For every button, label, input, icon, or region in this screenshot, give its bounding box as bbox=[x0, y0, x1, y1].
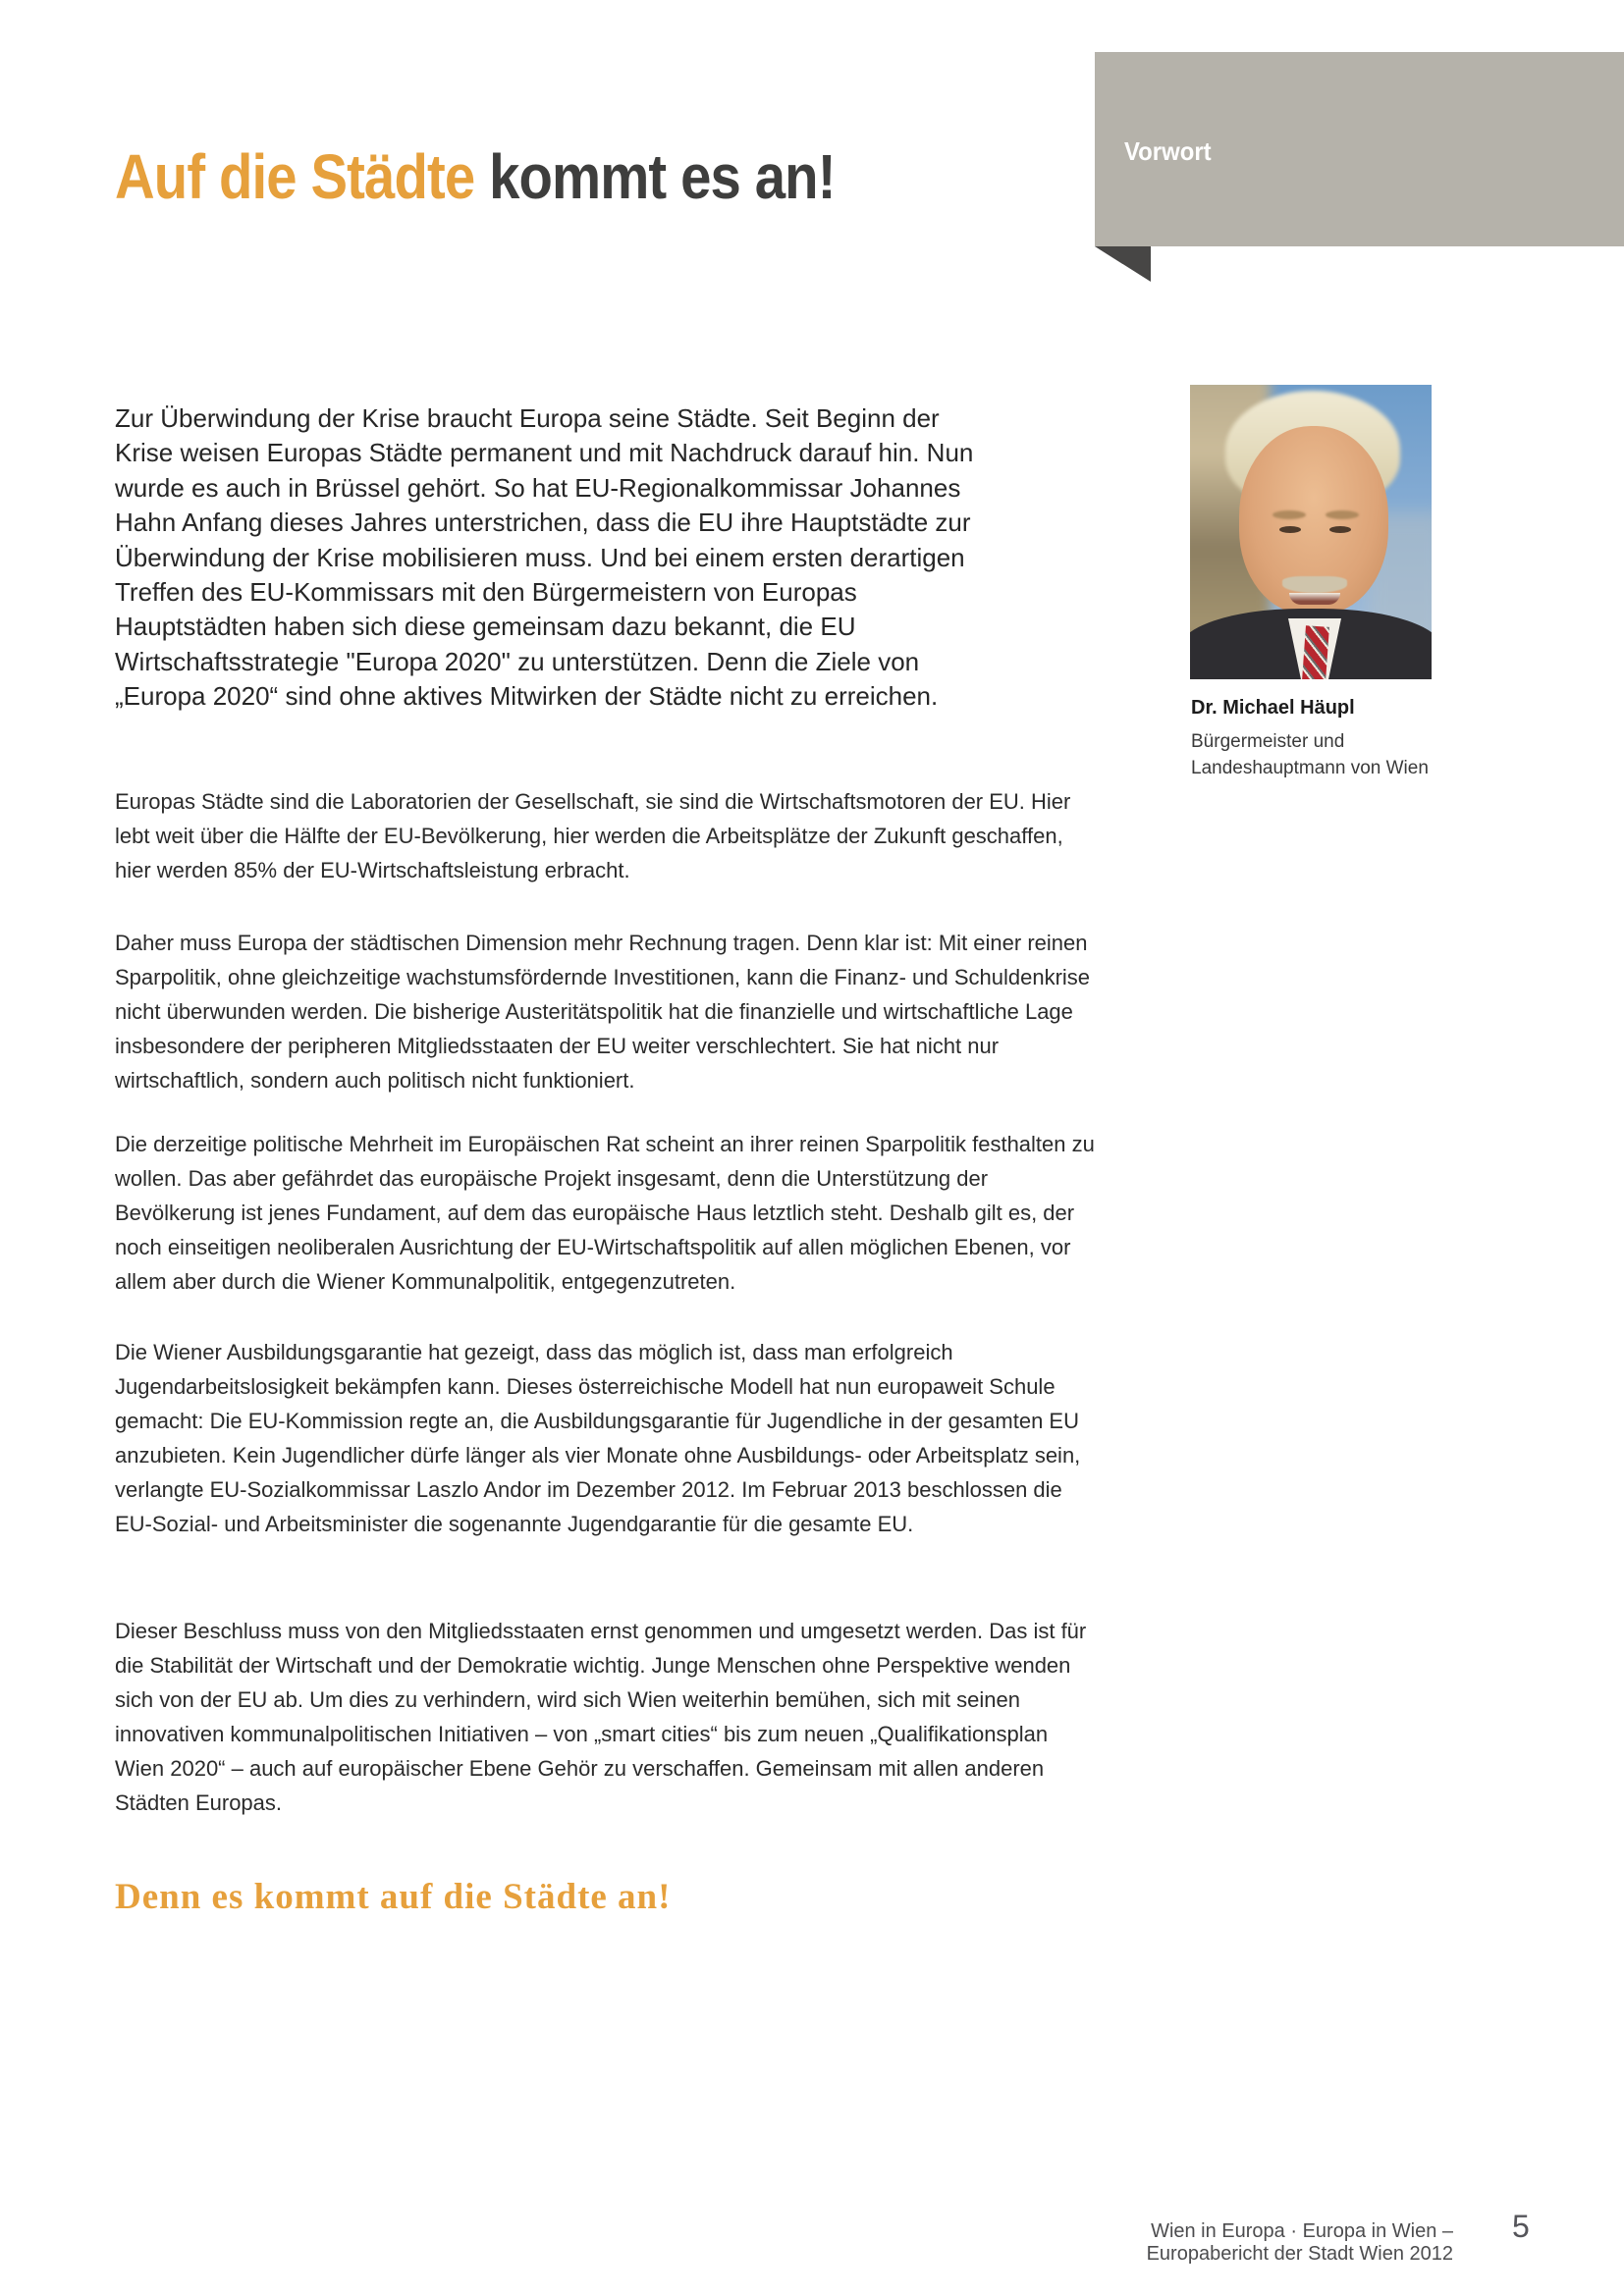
body-paragraph-3: Die derzeitige politische Mehrheit im Europäischen Rat scheint an ihrer reinen Sparpolitik festhalten zu wollen. Das aber gefährdet das europäische Projekt insgesamt, denn die Unterstützung der Bevölkerung ist jenes Fundament, auf dem das europäische Haus letztlich steht. Deshalb gilt es, der noch einseitigen neoliberalen Ausrichtung der EU-Wirtschaftspolitik auf allen möglichen Ebenen, vor allem aber durch die Wiener Kommunalpolitik, entgegenzutreten. bbox=[115, 1132, 1095, 1294]
section-tab-label: Vorwort bbox=[1124, 136, 1212, 166]
photo-brow-left bbox=[1272, 510, 1306, 519]
portrait-caption-name: Dr. Michael Häupl bbox=[1191, 697, 1355, 719]
body-paragraph-5: Dieser Beschluss muss von den Mitgliedsstaaten ernst genommen und umgesetzt werden. Das ist für die Stabilität der Wirtschaft und der Demokratie wichtig. Junge Menschen ohne Perspektive wenden sich von der EU ab. Um dies zu verhindern, wird sich Wien weiterhin bemühen, sich mit seinen innovativen kommunalpolitischen Initiativen – von „smart cities“ bis zum neuen „Qualifikationsplan Wien 2020“ – auch auf europäischer Ebene Gehör zu verschaffen. Gemeinsam mit allen anderen Städten Europas. bbox=[115, 1619, 1087, 1815]
section-tab-vorwort bbox=[1095, 52, 1624, 246]
closing-heading: Denn es kommt auf die Städte an! bbox=[115, 1876, 672, 1917]
photo-eye-left bbox=[1279, 526, 1301, 533]
page-title bbox=[115, 140, 836, 213]
photo-eye-right bbox=[1329, 526, 1351, 533]
photo-mouth bbox=[1289, 593, 1340, 605]
photo-mustache bbox=[1282, 576, 1347, 593]
portrait-role-line1: Bürgermeister und bbox=[1191, 731, 1345, 752]
page-title-highlight: Auf die Städte bbox=[115, 140, 475, 212]
footer-running-title: Wien in Europa · Europa in Wien – Europabericht der Stadt Wien 2012 bbox=[1146, 2220, 1453, 2265]
page-number: 5 bbox=[1512, 2209, 1530, 2244]
portrait-caption-role bbox=[1191, 728, 1466, 781]
portrait-photo bbox=[1190, 385, 1432, 679]
body-paragraph-1: Europas Städte sind die Laboratorien der Gesellschaft, sie sind die Wirtschaftsmotoren der EU. Hier lebt weit über die Hälfte der EU-Bevölkerung, hier werden die Arbeitsplätze der Zukunft geschaffen, hier werden 85% der EU-Wirtschaftsleistung erbracht. bbox=[115, 789, 1071, 882]
tab-fold-corner bbox=[1095, 246, 1151, 282]
portrait-role-line2: Landeshauptmann von Wien bbox=[1191, 758, 1429, 778]
photo-brow-right bbox=[1326, 510, 1359, 519]
page-title-rest: kommt es an! bbox=[474, 140, 836, 212]
body-paragraph-4: Die Wiener Ausbildungsgarantie hat gezeigt, dass das möglich ist, dass man erfolgreich Jugendarbeitslosigkeit bekämpfen kann. Dieses österreichische Modell hat nun europaweit Schule gemacht: Die EU-Kommission regte an, die Ausbildungsgarantie für Jugendliche in der gesamten EU anzubieten. Kein Jugendlicher dürfe länger als vier Monate ohne Ausbildungs- oder Arbeitsplatz sein, verlangte EU-Sozialkommissar Laszlo Andor im Dezember 2012. Im Februar 2013 beschlossen die EU-Sozial- und Arbeitsminister die sogenannte Jugendgarantie für die gesamte EU. bbox=[115, 1340, 1081, 1536]
intro-paragraph: Zur Überwindung der Krise braucht Europa seine Städte. Seit Beginn der Krise weisen Europas Städte permanent und mit Nachdruck darauf hin. Nun wurde es auch in Brüssel gehört. So hat EU-Regionalkommissar Johannes Hahn Anfang dieses Jahres unterstrichen, dass die EU ihre Hauptstädte zur Überwindung der Krise mobilisieren muss. Und bei einem ersten derartigen Treffen des EU-Kommissars mit den Bürgermeistern von Europas Hauptstädten haben sich diese gemeinsam dazu bekannt, die EU Wirtschaftsstrategie "Europa 2020" zu unterstützen. Denn die Ziele von „Europa 2020“ sind ohne aktives Mitwirken der Städte nicht zu erreichen. bbox=[115, 403, 974, 712]
photo-tie bbox=[1302, 625, 1329, 679]
body-paragraph-2: Daher muss Europa der städtischen Dimension mehr Rechnung tragen. Denn klar ist: Mit einer reinen Sparpolitik, ohne gleichzeitige wachstumsfördernde Investitionen, kann die Finanz- und Schuldenkrise nicht überwunden werden. Die bisherige Austeritätspolitik hat die finanzielle und wirtschaftliche Lage insbesondere der peripheren Mitgliedsstaaten der EU weiter verschlechtert. Sie hat nicht nur wirtschaftlich, sondern auch politisch nicht funktioniert. bbox=[115, 931, 1091, 1093]
